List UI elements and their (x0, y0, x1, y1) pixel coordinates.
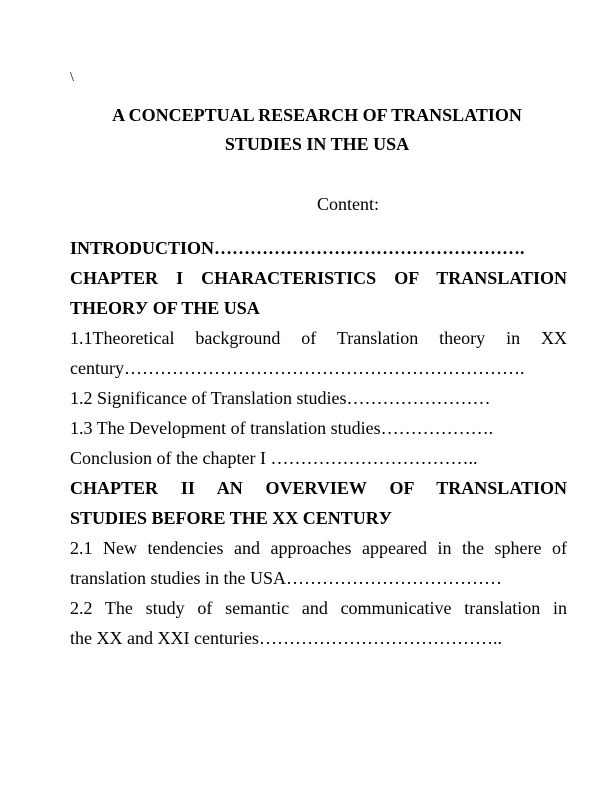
toc-item-2-2-line-2: the XX and XXI centuries………………………………….. (70, 628, 502, 648)
toc-item-2-1-line-2: translation studies in the USA……………………………… (70, 568, 502, 588)
toc-introduction: INTRODUCTION……………………………………………. (70, 238, 525, 258)
toc-chapter-2-title-line-2: STUDIES BEFORE THE XX CENTURУ (70, 508, 392, 528)
document-title-line-1: A CONCEPTUAL RESEARCH OF TRANSLATION (112, 105, 522, 125)
toc-item-1-1-line-1: 1.1Theoretical background of Translation theory in XX (70, 328, 567, 348)
toc-chapter-1-title-line-1: CHAPTER I CHARACTERISTICS OF TRANSLATION (70, 268, 567, 288)
toc-item-2-2-line-1: 2.2 The study of semantic and communicative translation in (70, 598, 567, 618)
stray-backslash: \ (70, 70, 74, 85)
table-of-contents (70, 233, 567, 653)
content-heading: Content: (317, 194, 379, 214)
toc-chapter-2-title-line-1: CHAPTER II AN OVERVIEW OF TRANSLATION (70, 478, 567, 498)
toc-item-1-3: 1.3 The Development of translation studies………………. (70, 418, 494, 438)
toc-item-1-1-line-2: century…………………………………………………………. (70, 358, 525, 378)
toc-conclusion-chapter-1: Conclusion of the chapter I …………………………….. (70, 448, 478, 468)
toc-chapter-1-title-line-2: THEORУ OF THE USA (70, 298, 260, 318)
toc-item-2-1-line-1: 2.1 New tendencies and approaches appeared in the sphere of (70, 538, 567, 558)
document-title-line-2: STUDIES IN THE USA (224, 134, 410, 154)
toc-item-1-2: 1.2 Significance of Translation studies…………………… (70, 388, 491, 408)
